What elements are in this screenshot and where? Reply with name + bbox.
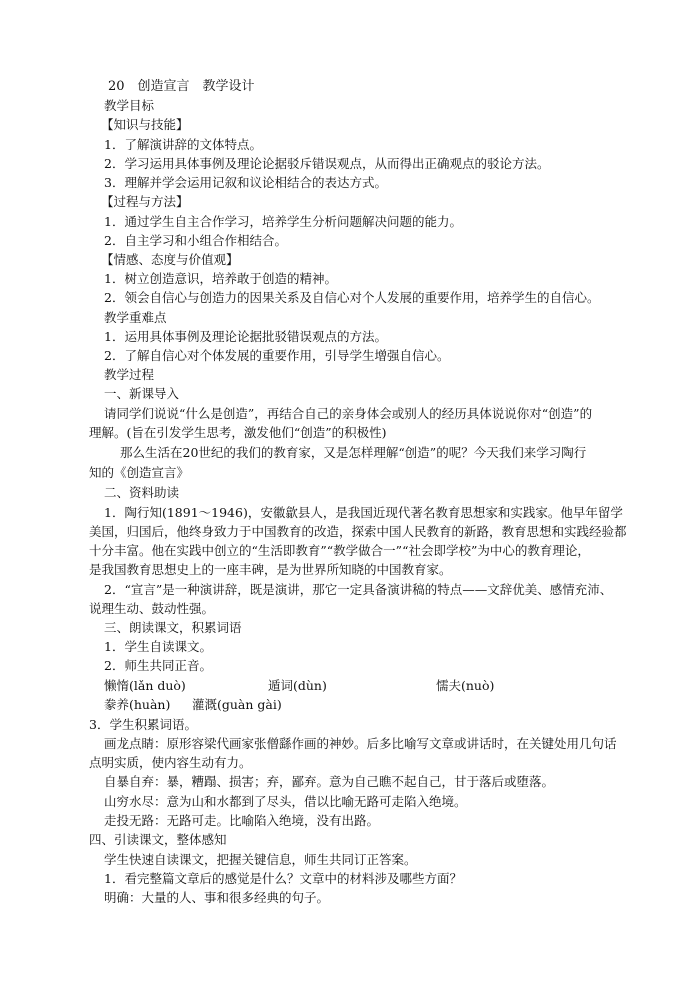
list-item: 1．学生自读课文。 — [104, 639, 212, 654]
paragraph-line: 美国，归国后，他终身致力于中国教育的改造，探索中国人民教育的新路，教育思想和实践经验都 — [89, 524, 627, 539]
idiom-line: 自暴自弃：暴，糟蹋、损害；弃，鄙弃。意为自己瞧不起自己，甘于落后或堕落。 — [104, 774, 555, 789]
document-title: 20 创造宣言 教学设计 — [108, 79, 255, 94]
question-line: 1．看完整篇文章后的感觉是什么？文章中的材料涉及哪些方面？ — [104, 871, 462, 886]
idiom-line: 点明实质，使内容生动有力。 — [89, 755, 252, 770]
paragraph-line: 是我国教育思想史上的一座丰碑，是为世界所知晓的中国教育家。 — [89, 562, 452, 577]
vocab-word: 懦夫(nuò) — [436, 678, 495, 693]
answer-line: 明确：大量的人、事和很多经典的句子。 — [104, 890, 330, 905]
paragraph-line: 说理生动、鼓动性强。 — [89, 601, 215, 616]
idiom-line: 山穷水尽：意为山和水都到了尽头，借以比喻无路可走陷入绝境。 — [104, 794, 467, 809]
process-item: 1．通过学生自主合作学习，培养学生分析问题解决问题的能力。 — [104, 214, 462, 229]
idiom-line: 走投无路：无路可走。比喻陷入绝境，没有出路。 — [104, 813, 380, 828]
list-item: 3．学生积累词语。 — [89, 717, 197, 732]
process-item: 2．自主学习和小组合作相结合。 — [104, 233, 287, 248]
section-heading: 三、朗读课文，积累词语 — [104, 620, 242, 635]
emotion-item: 2．领会自信心与创造力的因果关系及自信心对个人发展的重要作用，培养学生的自信心。 — [104, 290, 600, 305]
paragraph-line: 2．“宣言”是一种演讲辞，既是演讲，那它一定具备演讲稿的特点——文辞优美、感情充沛、 — [104, 582, 613, 597]
paragraph-line: 学生快速自读课文，把握关键信息，师生共同订正答案。 — [104, 852, 417, 867]
paragraph-line: 理解。(旨在引发学生思考，激发他们“创造”的积极性) — [89, 425, 387, 440]
emotion-item: 1．树立创造意识，培养敢于创造的精神。 — [104, 271, 337, 286]
knowledge-item: 1．了解演讲辞的文体特点。 — [104, 137, 262, 152]
key-heading: 教学重难点 — [104, 310, 167, 325]
section-heading: 四、引读课文，整体感知 — [89, 832, 227, 847]
vocab-word: 豢养(huàn) — [104, 697, 171, 712]
list-item: 2．师生共同正音。 — [104, 658, 212, 673]
paragraph-line: 那么生活在20世纪的我们的教育家，又是怎样理解“创造”的呢？今天我们来学习陶行 — [120, 445, 587, 460]
paragraph-line: 十分丰富。他在实践中创立的“生活即教育”“教学做合一”“社会即学校”为中心的教育理论， — [89, 543, 590, 558]
knowledge-item: 3．理解并学会运用记叙和议论相结合的表达方式。 — [104, 175, 387, 190]
section-heading: 一、新课导入 — [104, 386, 180, 401]
process-heading: 【过程与方法】 — [101, 194, 189, 209]
key-item: 1．运用具体事例及理论论据批驳错误观点的方法。 — [104, 329, 387, 344]
key-item: 2．了解自信心对个体发展的重要作用，引导学生增强自信心。 — [104, 348, 450, 363]
paragraph-line: 知的《创造宣言》 — [89, 465, 190, 480]
vocab-word: 灌溉(guàn gài) — [192, 697, 282, 712]
knowledge-heading: 【知识与技能】 — [101, 117, 189, 132]
idiom-line: 画龙点睛：原形容梁代画家张僧繇作画的神妙。后多比喻写文章或讲话时，在关键处用几句话 — [104, 736, 617, 751]
knowledge-item: 2．学习运用具体事例及理论论据驳斥错误观点，从而得出正确观点的驳论方法。 — [104, 156, 550, 171]
vocab-word: 懒惰(lǎn duò) — [104, 678, 186, 693]
goals-heading: 教学目标 — [104, 98, 155, 113]
process-section-heading: 教学过程 — [104, 367, 155, 382]
paragraph-line: 请同学们说说“什么是创造”，再结合自己的亲身体会或别人的经历具体说说你对“创造”的 — [104, 406, 593, 421]
emotion-heading: 【情感、态度与价值观】 — [101, 252, 239, 267]
paragraph-line: 1．陶行知(1891～1946)，安徽歙县人，是我国近现代著名教育思想家和实践家。他早年留学 — [104, 505, 623, 520]
section-heading: 二、资料助读 — [104, 485, 180, 500]
vocab-word: 遁词(dùn) — [268, 678, 327, 693]
